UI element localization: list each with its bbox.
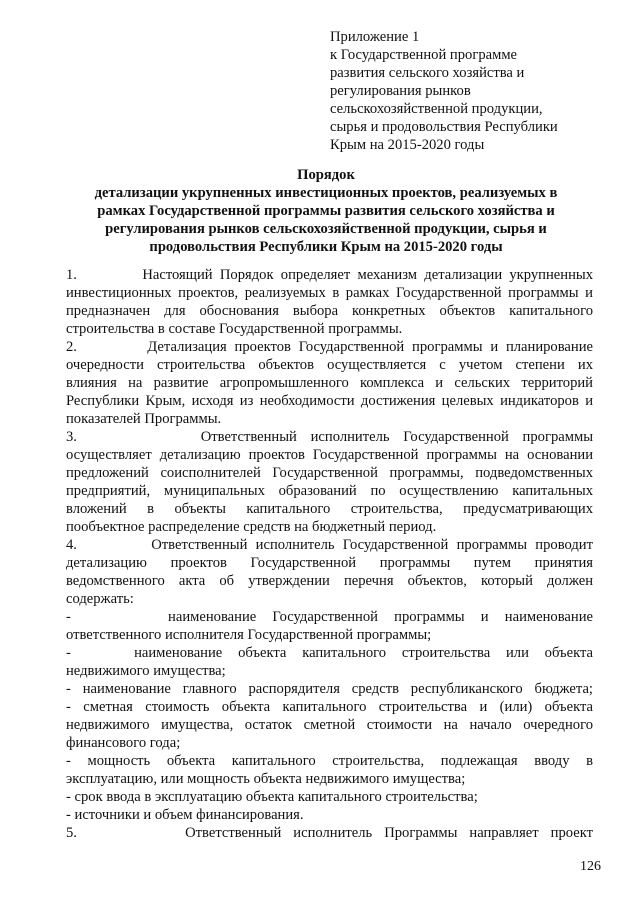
body-line: недвижимого имущества, остаток сметной стоимости на начало очередного [66, 717, 593, 733]
body-line: Республики Крым, исходя из необходимости достижения целевых индикаторов и [66, 393, 593, 409]
body-line: ведомственного акта об утверждении перечня объектов, который должен [66, 573, 593, 589]
title-line: рамках Государственной программы развития сельского хозяйства и [97, 203, 555, 219]
list-item: - наименование главного распорядителя средств республиканского бюджета; [66, 681, 593, 697]
body-line: инвестиционных проектов, реализуемых в рамках Государственной программы и [66, 285, 593, 301]
appendix-line: развития сельского хозяйства и [330, 65, 525, 81]
list-item: - мощность объекта капитального строительства, подлежащая вводу в [66, 753, 593, 769]
body-line: осуществляет детализацию проектов Государственной программы на основании [66, 447, 593, 463]
body-line: предназначен для обоснования выбора конкретных объектов капитального [66, 303, 593, 319]
appendix-line: Крым на 2015-2020 годы [330, 137, 485, 153]
body-line: недвижимого имущества; [66, 663, 226, 679]
body-line: очередности строительства объектов осуществляется с учетом степени их [66, 357, 593, 373]
appendix-line: Приложение 1 [330, 29, 420, 45]
appendix-line: сельскохозяйственной продукции, [330, 101, 543, 117]
appendix-line: к Государственной программе [330, 47, 518, 63]
body-line: 5. Ответственный исполнитель Программы направляет проект [66, 825, 593, 841]
body-line: пообъектное распределение средств на бюджетный период. [66, 519, 437, 535]
title-line: регулирования рынков сельскохозяйственной продукции, сырья и [105, 221, 547, 237]
appendix-line: сырья и продовольствия Республики [330, 119, 558, 135]
list-item: - наименование Государственной программы и наименование [66, 609, 593, 625]
body-line: ответственного исполнителя Государственной программы; [66, 627, 432, 643]
list-item: - источники и объем финансирования. [66, 807, 304, 823]
list-item: - наименование объекта капитального строительства или объекта [66, 645, 593, 661]
body-line: вложений в объекты капитального строительства, предусматривающих [66, 501, 593, 517]
body-line: предложений соисполнителей Государственной программы, подведомственных [66, 465, 593, 481]
list-item: - срок ввода в эксплуатацию объекта капитального строительства; [66, 789, 478, 805]
title-line: детализации укрупненных инвестиционных проектов, реализуемых в [94, 185, 558, 201]
body-line: 1. Настоящий Порядок определяет механизм детализации укрупненных [66, 267, 593, 283]
body-line: детализацию проектов Государственной программы путем принятия [66, 555, 593, 571]
body-line: финансового года; [66, 735, 181, 751]
appendix-line: регулирования рынков [330, 83, 471, 99]
body-line: содержать: [66, 591, 134, 607]
body-line: 3. Ответственный исполнитель Государственной программы [66, 429, 593, 445]
list-item: - сметная стоимость объекта капитального строительства и (или) объекта [66, 699, 593, 715]
body-line: предприятий, муниципальных образований по осуществлению капитальных [66, 483, 593, 499]
body-line: 4. Ответственный исполнитель Государственной программы проводит [66, 537, 593, 553]
body-line: эксплуатацию, или мощность объекта недвижимого имущества; [66, 771, 466, 787]
document-title [66, 166, 586, 256]
page-number: 126 [580, 859, 601, 874]
body-line: влияния на развитие агропромышленного комплекса и сельских территорий [66, 375, 593, 391]
body-line: строительства в составе Государственной программы. [66, 321, 403, 337]
document-body [66, 266, 593, 842]
appendix-header [330, 28, 630, 154]
body-line: показателей Программы. [66, 411, 222, 427]
body-line: 2. Детализация проектов Государственной программы и планирование [66, 339, 593, 355]
title-line: Порядок [297, 167, 355, 183]
title-line: продовольствия Республики Крым на 2015-2020 годы [149, 239, 503, 255]
